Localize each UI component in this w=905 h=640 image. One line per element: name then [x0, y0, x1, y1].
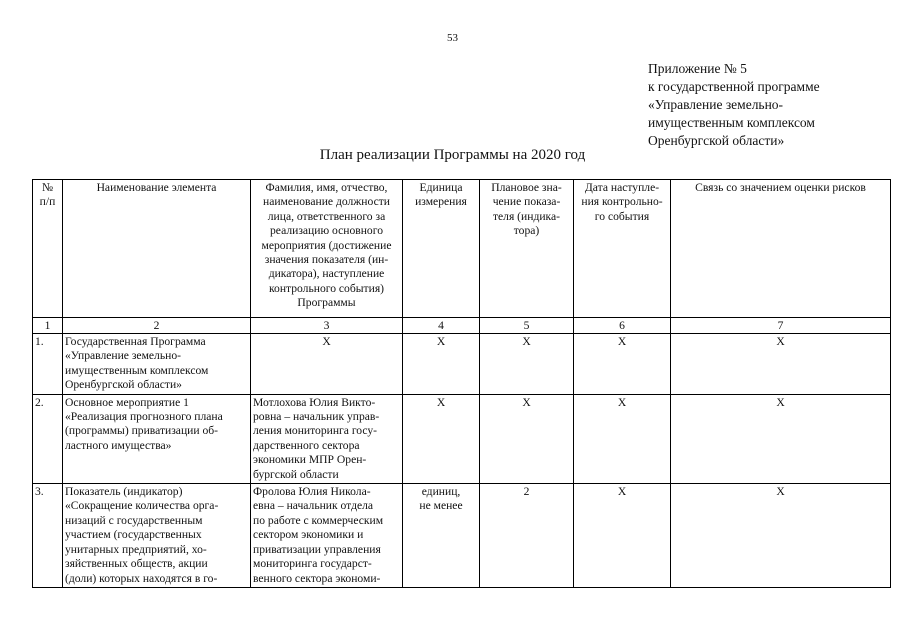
table-row — [33, 484, 891, 588]
column-number: 5 — [480, 318, 574, 334]
column-number: 7 — [671, 318, 891, 334]
row-risk: Х — [671, 334, 891, 395]
appendix-line: «Управление земельно- — [648, 97, 784, 112]
row-date: Х — [574, 484, 671, 588]
row-unit: единиц, не менее — [403, 484, 480, 588]
table-row — [33, 334, 891, 395]
row-num: 3. — [33, 484, 63, 588]
appendix-line: имущественным комплексом — [648, 115, 815, 130]
table-header-row — [33, 180, 891, 318]
row-num: 1. — [33, 334, 63, 395]
row-plan-value: Х — [480, 334, 574, 395]
row-name: Государственная Программа «Управление земельно- имущественным комплексом Оренбургской области» — [63, 334, 251, 395]
header-unit: Единица измерения — [403, 180, 480, 318]
row-date: Х — [574, 394, 671, 483]
row-responsible: Х — [251, 334, 403, 395]
row-name: Основное мероприятие 1 «Реализация прогнозного плана (программы) приватизации об- ластного имущества» — [63, 394, 251, 483]
row-num: 2. — [33, 394, 63, 483]
page-number: 53 — [447, 32, 458, 44]
header-responsible: Фамилия, имя, отчество, наименование должности лица, ответственного за реализацию основного мероприятия (достижение значения показателя (ин- дикатора), наступление контрольного события) Программы — [251, 180, 403, 318]
row-risk: Х — [671, 394, 891, 483]
appendix-line: Приложение № 5 — [648, 61, 747, 76]
appendix-line: Оренбургской области» — [648, 133, 785, 148]
header-event-date: Дата наступле- ния контрольно- го события — [574, 180, 671, 318]
row-plan-value: Х — [480, 394, 574, 483]
page-title: План реализации Программы на 2020 год — [319, 147, 586, 163]
column-number: 1 — [33, 318, 63, 334]
header-element-name: Наименование элемента — [63, 180, 251, 318]
row-name: Показатель (индикатор) «Сокращение количества орга- низаций с государственным участием (государственных унитарных предприятий, хо- зяйственных обществ, акции (доли) которых находятся в го- — [63, 484, 251, 588]
row-risk: Х — [671, 484, 891, 588]
header-plan-value: Плановое зна- чение показа- теля (индика- тора) — [480, 180, 574, 318]
row-responsible: Мотлохова Юлия Викто- ровна – начальник управ- ления мониторинга госу- дарственного сектора экономики МПР Орен- бургской области — [251, 394, 403, 483]
column-number: 3 — [251, 318, 403, 334]
row-date: Х — [574, 334, 671, 395]
appendix-line: к государственной программе — [648, 79, 820, 94]
plan-table — [32, 179, 891, 588]
column-number: 4 — [403, 318, 480, 334]
table-row — [33, 394, 891, 483]
header-risk-link: Связь со значением оценки рисков — [671, 180, 891, 318]
row-unit: Х — [403, 394, 480, 483]
header-num: № п/п — [33, 180, 63, 318]
appendix-note — [648, 60, 820, 150]
column-number: 2 — [63, 318, 251, 334]
column-number: 6 — [574, 318, 671, 334]
column-number-row — [33, 318, 891, 334]
row-unit: Х — [403, 334, 480, 395]
row-plan-value: 2 — [480, 484, 574, 588]
row-responsible: Фролова Юлия Никола- евна – начальник отдела по работе с коммерческим сектором экономики и приватизации управления мониторинга государст- венного сектора экономи- — [251, 484, 403, 588]
